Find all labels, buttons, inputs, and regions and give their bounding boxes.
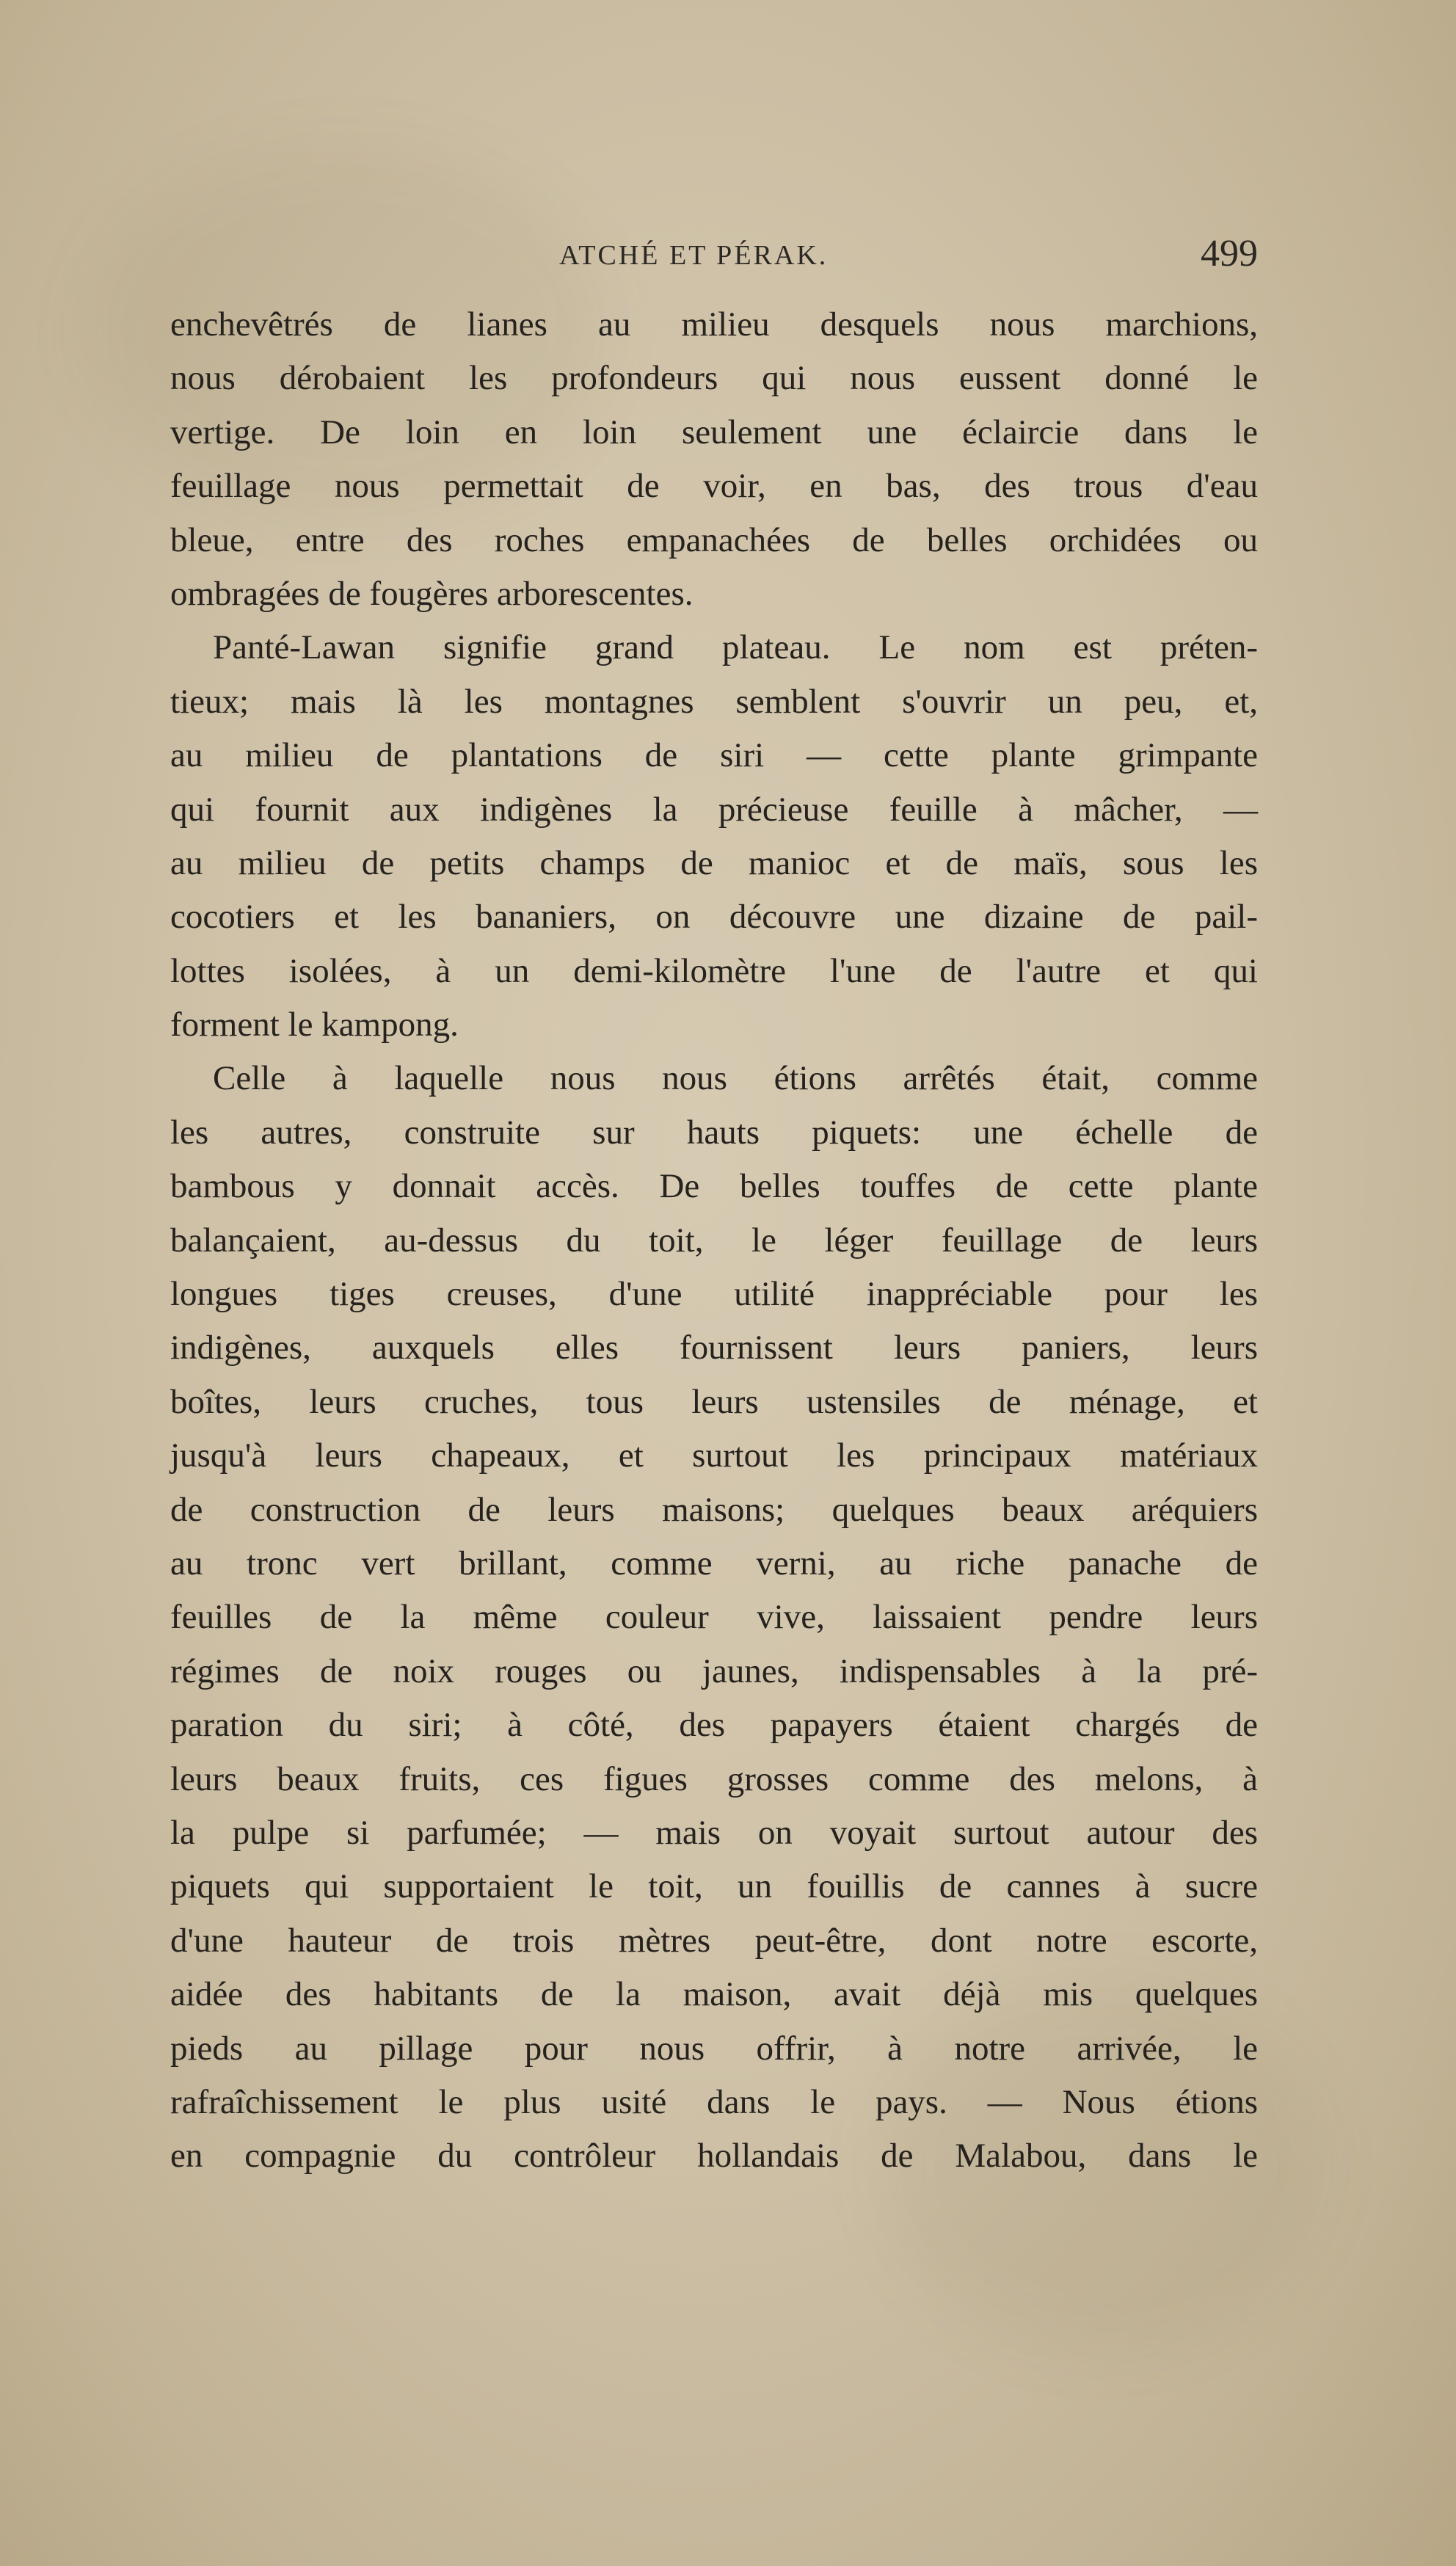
text-line: paration du siri; à côté, des papayers étaient chargés de — [170, 1706, 1258, 1745]
text-line: feuilles de la même couleur vive, laissaient pendre leurs — [170, 1598, 1258, 1637]
text-line: d'une hauteur de trois mètres peut-être, dont notre escorte, — [170, 1921, 1258, 1960]
text-line: qui fournit aux indigènes la précieuse feuille à mâcher, — — [170, 790, 1258, 829]
text-line: Celle à laquelle nous nous étions arrêtés était, comme — [213, 1059, 1258, 1098]
text-line: boîtes, leurs cruches, tous leurs ustensiles de ménage, et — [170, 1382, 1258, 1421]
running-title: ATCHÉ ET PÉRAK. — [559, 240, 829, 271]
text-line: nous dérobaient les profondeurs qui nous eussent donné le — [170, 359, 1258, 398]
text-line: leurs beaux fruits, ces figues grosses comme des melons, à — [170, 1759, 1258, 1798]
body-text — [170, 298, 1258, 2184]
text-line: cocotiers et les bananiers, on découvre une dizaine de pail- — [170, 898, 1258, 937]
text-line: les autres, construite sur hauts piquets: une échelle de — [170, 1113, 1258, 1152]
text-line: feuillage nous permettait de voir, en bas, des trous d'eau — [170, 467, 1258, 506]
text-line: ombragées de fougères arborescentes. — [170, 574, 694, 613]
text-line: pieds au pillage pour nous offrir, à notre arrivée, le — [170, 2029, 1258, 2068]
text-line: rafraîchissement le plus usité dans le pays. — Nous étions — [170, 2082, 1258, 2121]
text-line: bambous y donnait accès. De belles touffes de cette plante — [170, 1167, 1258, 1206]
text-line: aidée des habitants de la maison, avait déjà mis quelques — [170, 1975, 1258, 2014]
text-line: vertige. De loin en loin seulement une éclaircie dans le — [170, 412, 1258, 451]
text-line: longues tiges creuses, d'une utilité inappréciable pour les — [170, 1275, 1258, 1314]
text-line: balançaient, au-dessus du toit, le léger feuillage de leurs — [170, 1221, 1258, 1260]
text-line: en compagnie du contrôleur hollandais de Malabou, dans le — [170, 2137, 1258, 2176]
text-line: lottes isolées, à un demi-kilomètre l'une de l'autre et qui — [170, 951, 1258, 990]
page-number: 499 — [1201, 233, 1258, 275]
text-line: enchevêtrés de lianes au milieu desquels nous marchions, — [170, 305, 1258, 344]
text-line: tieux; mais là les montagnes semblent s'ouvrir un peu, et, — [170, 682, 1258, 721]
text-line: forment le kampong. — [170, 1006, 459, 1044]
text-line: bleue, entre des roches empanachées de belles orchidées ou — [170, 520, 1258, 559]
page-header — [170, 233, 1258, 280]
text-line: de construction de leurs maisons; quelques beaux aréquiers — [170, 1490, 1258, 1529]
text-line: la pulpe si parfumée; — mais on voyait surtout autour des — [170, 1813, 1258, 1852]
text-line: jusqu'à leurs chapeaux, et surtout les principaux matériaux — [170, 1436, 1258, 1475]
text-line: au milieu de plantations de siri — cette plante grimpante — [170, 736, 1258, 775]
text-line: régimes de noix rouges ou jaunes, indispensables à la pré- — [170, 1651, 1258, 1690]
text-line: au tronc vert brillant, comme verni, au riche panache de — [170, 1544, 1258, 1582]
text-line: Panté-Lawan signifie grand plateau. Le nom est préten- — [213, 628, 1258, 667]
text-line: au milieu de petits champs de manioc et de maïs, sous les — [170, 843, 1258, 882]
text-line: indigènes, auxquels elles fournissent leurs paniers, leurs — [170, 1329, 1258, 1367]
text-line: piquets qui supportaient le toit, un fouillis de cannes à sucre — [170, 1867, 1258, 1906]
